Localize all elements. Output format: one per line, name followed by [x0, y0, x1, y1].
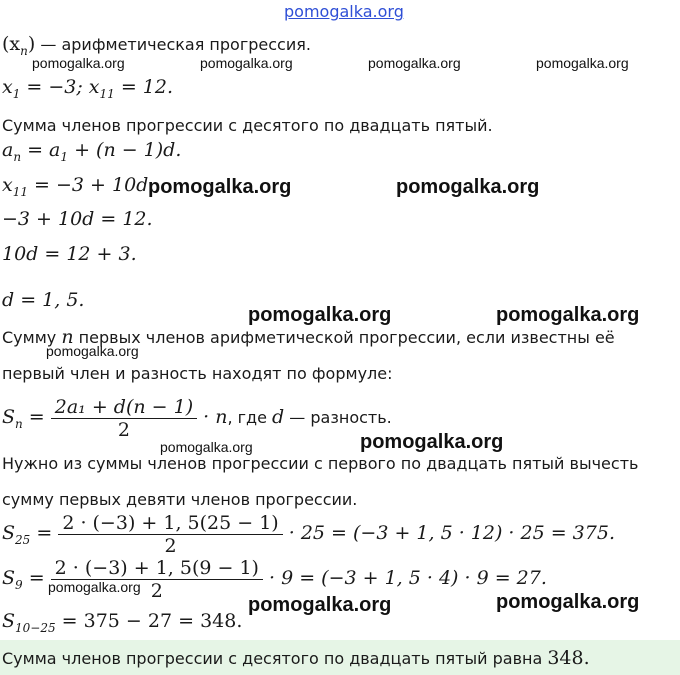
math-subscript: n — [13, 149, 22, 164]
site-link[interactable]: pomogalka.org — [284, 2, 404, 21]
math-part: = a — [21, 139, 61, 161]
math-part: S — [2, 522, 16, 544]
math-part: · n — [197, 406, 228, 428]
watermark: pomogalka.org — [368, 55, 461, 71]
equation: −3 + 10d = 12. — [2, 208, 153, 230]
fraction-numerator: 2 · (−3) + 1, 5(9 − 1) — [51, 557, 263, 580]
fraction-numerator: 2a₁ + d(n − 1) — [51, 396, 197, 419]
watermark: pomogalka.org — [200, 55, 293, 71]
sum-formula — [2, 396, 392, 441]
math-paren: (x — [2, 33, 21, 55]
watermark: pomogalka.org — [48, 579, 141, 595]
answer-bar — [0, 640, 680, 675]
watermark: pomogalka.org — [248, 304, 392, 326]
math-part: S — [2, 567, 16, 589]
need-text-2: сумму первых девяти членов прогрессии. — [2, 490, 358, 509]
math-subscript: 1 — [12, 86, 21, 101]
watermark: pomogalka.org — [360, 431, 504, 453]
math-subscript: n — [15, 416, 23, 431]
s10-25-formula — [2, 610, 242, 635]
math-part: = 12. — [114, 76, 174, 98]
answer-value: 348. — [547, 647, 590, 669]
text-part: , где — [227, 408, 273, 427]
math-part: · 9 = (−3 + 1, 5 · 4) · 9 = 27. — [262, 567, 547, 589]
watermark: pomogalka.org — [148, 176, 292, 198]
nth-term-formula — [2, 139, 181, 164]
watermark: pomogalka.org — [396, 176, 540, 198]
math-subscript: 10−25 — [15, 620, 56, 635]
sum-intro-line2: первый член и разность находят по формуле: — [2, 364, 393, 383]
watermark: pomogalka.org — [536, 55, 629, 71]
math-part: S — [2, 610, 16, 632]
progression-text: — арифметическая прогрессия. — [35, 35, 311, 54]
watermark: pomogalka.org — [496, 591, 640, 613]
equation-d: d = 1, 5. — [2, 289, 85, 311]
math-subscript: 11 — [99, 86, 115, 101]
text-part: — разность. — [284, 408, 392, 427]
math-part: = 375 − 27 = 348. — [55, 610, 243, 632]
math-part: x — [2, 174, 13, 196]
text-part: Сумму — [2, 328, 62, 347]
watermark: pomogalka.org — [160, 439, 253, 455]
math-n: n — [61, 326, 74, 348]
watermark: pomogalka.org — [32, 55, 125, 71]
watermark: pomogalka.org — [248, 594, 392, 616]
watermark: pomogalka.org — [46, 343, 139, 359]
fraction-denominator: 2 — [164, 535, 177, 557]
fraction-numerator: 2 · (−3) + 1, 5(25 − 1) — [58, 512, 282, 535]
text-part: первых членов арифметической прогрессии, если известны её — [73, 328, 615, 347]
math-part: + (n − 1)d. — [68, 139, 182, 161]
answer-text: Сумма членов прогрессии с десятого по двадцать пятый равна — [2, 649, 548, 668]
watermark: pomogalka.org — [496, 304, 640, 326]
math-paren-close: ) — [27, 33, 36, 55]
math-part: · 25 = (−3 + 1, 5 · 12) · 25 = 375. — [282, 522, 615, 544]
math-part: a — [2, 139, 14, 161]
math-subscript: 25 — [15, 532, 31, 547]
given-values — [2, 76, 173, 101]
math-subscript: 1 — [60, 149, 69, 164]
x11-formula — [2, 174, 154, 199]
math-part: = −3; x — [20, 76, 100, 98]
math-part: = — [22, 406, 51, 428]
fraction-denominator: 2 — [150, 580, 163, 602]
math-part: = −3 + 10d. — [28, 174, 155, 196]
math-subscript: 9 — [15, 577, 23, 592]
math-subscript: 11 — [12, 184, 28, 199]
s9-formula: $S_9$ = $\frac{2 \cdot (-3) + 1, 5(9 - 1)}{2}$ · 9 = (−3 + 1, 5 · 4) · 9 = 27. — [2, 557, 547, 602]
math-x: x — [2, 76, 13, 98]
math-d: d — [272, 406, 285, 428]
s25-formula: $S_{25}$ = $\frac{2 \cdot (-3) + 1, 5(25 - 1)}{2}$ · 25 = (−3 + 1, 5 · 12) · 25 = 375. — [2, 512, 615, 557]
math-subscript: n — [20, 43, 28, 58]
need-text: Нужно из суммы членов прогрессии с первого по двадцать пятый вычесть — [2, 454, 639, 473]
answer-line — [2, 647, 590, 669]
equation: 10d = 12 + 3. — [2, 243, 137, 265]
fraction-denominator: 2 — [117, 419, 130, 441]
task-text: Сумма членов прогрессии с десятого по двадцать пятый. — [2, 116, 493, 135]
math-part: S — [2, 406, 16, 428]
